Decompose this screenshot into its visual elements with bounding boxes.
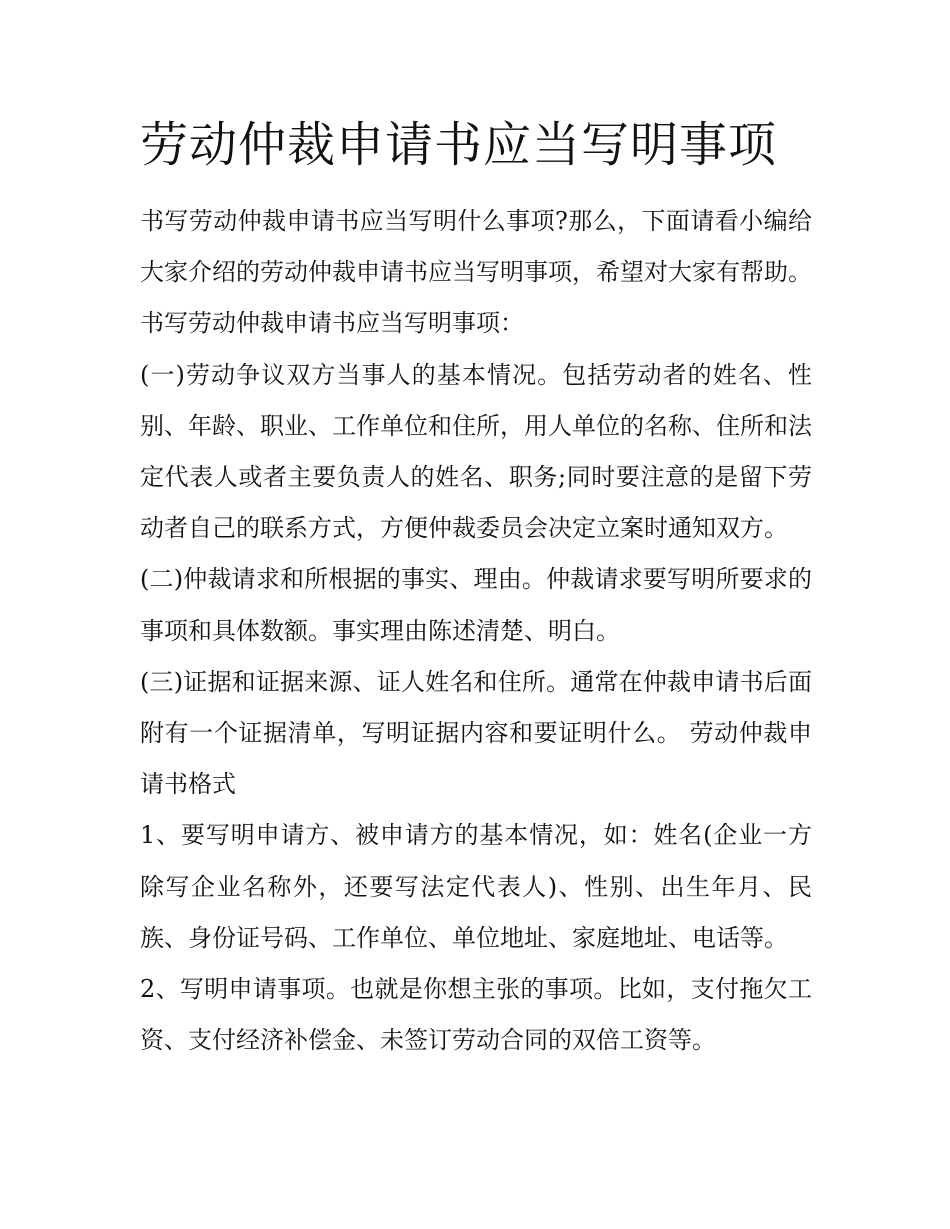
paragraph-item-2: (二)仲裁请求和所根据的事实、理由。仲裁请求要写明所要求的事项和具体数额。事实理由陈述清楚、明白。 — [140, 565, 812, 645]
document-title: 劳动仲裁申请书应当写明事项 — [140, 117, 778, 173]
paragraph-format-1: 1、要写明申请方、被申请方的基本情况，如：姓名(企业一方除写企业名称外，还要写法定代表人)、性别、出生年月、民族、身份证号码、工作单位、单位地址、家庭地址、电话等。 — [140, 821, 812, 952]
paragraph-format-2: 2、写明申请事项。也就是你想主张的事项。比如，支付拖欠工资、支付经济补偿金、未签订劳动合同的双倍工资等。 — [140, 975, 812, 1055]
paragraph-item-1: (一)劳动争议双方当事人的基本情况。包括劳动者的姓名、性别、年龄、职业、工作单位和住所，用人单位的名称、住所和法定代表人或者主要负责人的姓名、职务;同时要注意的是留下劳动者自己的联系方式，方便仲裁委员会决定立案时通知双方。 — [140, 360, 812, 543]
document-body — [140, 196, 812, 1066]
paragraph-item-3: (三)证据和证据来源、证人姓名和住所。通常在仲裁申请书后面附有一个证据清单，写明证据内容和要证明什么。 劳动仲裁申请书格式 — [140, 667, 812, 799]
paragraph-intro: 书写劳动仲裁申请书应当写明什么事项?那么，下面请看小编给大家介绍的劳动仲裁申请书应当写明事项，希望对大家有帮助。 书写劳动仲裁申请书应当写明事项： — [140, 207, 812, 338]
